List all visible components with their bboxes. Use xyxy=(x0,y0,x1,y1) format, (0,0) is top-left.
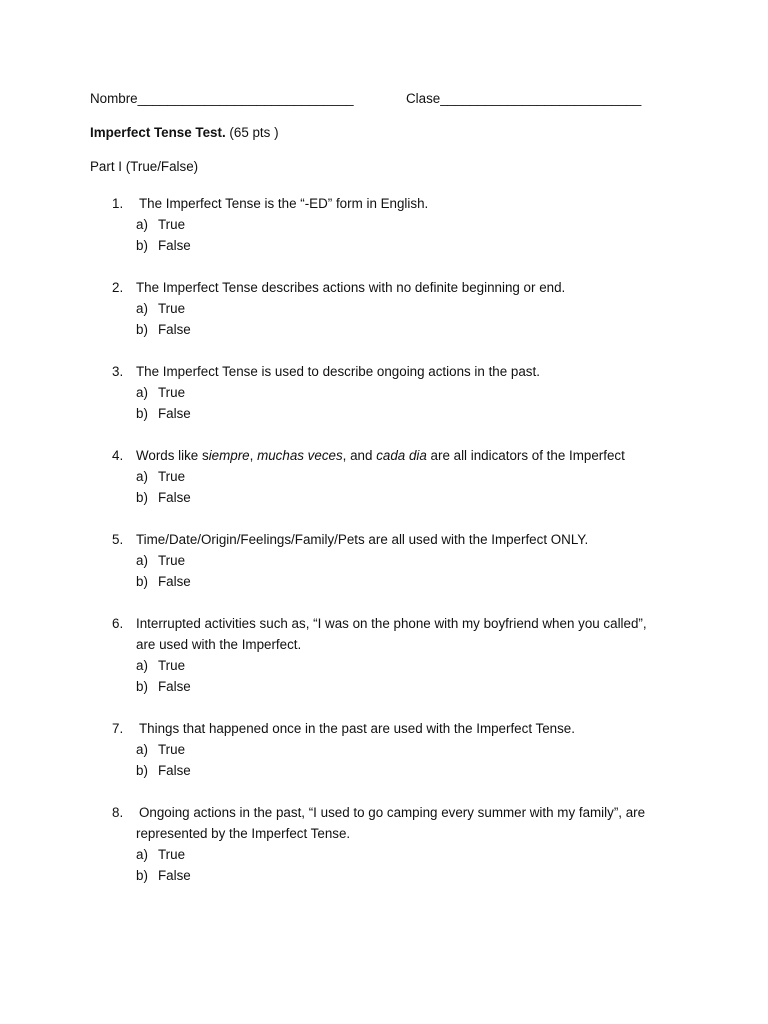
question-text-line-2: represented by the Imperfect Tense. xyxy=(136,826,351,841)
option-a[interactable] xyxy=(112,466,692,487)
option-b[interactable] xyxy=(112,865,692,886)
option-a[interactable] xyxy=(112,298,692,319)
question-text-line-1: Interrupted activities such as, “I was on the phone with my boyfriend when you called”, xyxy=(136,616,647,631)
question-text-line-2: are used with the Imperfect. xyxy=(136,637,302,652)
option-a[interactable] xyxy=(112,550,692,571)
option-text: False xyxy=(158,679,191,694)
option-letter: b) xyxy=(136,574,148,589)
test-title xyxy=(90,125,279,140)
option-b[interactable] xyxy=(112,760,692,781)
option-text: True xyxy=(158,301,186,316)
header-row xyxy=(90,91,690,109)
question-text: The Imperfect Tense is the “-ED” form in English. xyxy=(139,196,429,211)
question-text: The Imperfect Tense describes actions with no definite beginning or end. xyxy=(136,280,566,295)
test-points: (65 pts ) xyxy=(225,125,279,140)
question-8 xyxy=(112,802,692,886)
option-b[interactable] xyxy=(112,676,692,697)
option-letter: a) xyxy=(136,469,148,484)
question-2 xyxy=(112,277,692,340)
option-letter: b) xyxy=(136,238,148,253)
class-field: Clase___________________________ xyxy=(406,91,642,106)
option-text: False xyxy=(158,490,191,505)
part-heading: Part I (True/False) xyxy=(90,159,199,174)
option-text: False xyxy=(158,406,191,421)
question-3 xyxy=(112,361,692,424)
question-number: 7. xyxy=(112,721,124,736)
option-letter: a) xyxy=(136,385,148,400)
question-number: 6. xyxy=(112,616,124,631)
question-number: 5. xyxy=(112,532,124,547)
question-number: 8. xyxy=(112,805,124,820)
option-letter: a) xyxy=(136,301,148,316)
option-text: False xyxy=(158,322,191,337)
option-text: True xyxy=(158,553,186,568)
option-letter: a) xyxy=(136,217,148,232)
option-text: False xyxy=(158,238,191,253)
question-5 xyxy=(112,529,692,592)
option-letter: a) xyxy=(136,847,148,862)
question-1 xyxy=(112,193,692,256)
option-a[interactable] xyxy=(112,844,692,865)
test-title-text: Imperfect Tense Test. xyxy=(90,125,226,140)
question-list xyxy=(112,193,692,907)
option-text: True xyxy=(158,469,186,484)
question-number: 1. xyxy=(112,196,124,211)
question-text: Things that happened once in the past are used with the Imperfect Tense. xyxy=(139,721,575,736)
option-text: False xyxy=(158,574,191,589)
option-a[interactable] xyxy=(112,382,692,403)
option-a[interactable] xyxy=(112,214,692,235)
option-text: False xyxy=(158,763,191,778)
option-text: True xyxy=(158,847,186,862)
option-b[interactable] xyxy=(112,403,692,424)
question-text: The Imperfect Tense is used to describe ongoing actions in the past. xyxy=(136,364,540,379)
option-text: True xyxy=(158,742,186,757)
question-number: 3. xyxy=(112,364,124,379)
option-b[interactable] xyxy=(112,487,692,508)
option-b[interactable] xyxy=(112,235,692,256)
question-6 xyxy=(112,613,692,697)
option-text: False xyxy=(158,868,191,883)
name-field: Nombre_____________________________ xyxy=(90,91,354,106)
option-text: True xyxy=(158,658,186,673)
question-4 xyxy=(112,445,692,508)
question-text: Time/Date/Origin/Feelings/Family/Pets are all used with the Imperfect ONLY. xyxy=(136,532,589,547)
option-b[interactable] xyxy=(112,319,692,340)
option-letter: b) xyxy=(136,490,148,505)
question-7 xyxy=(112,718,692,781)
option-letter: b) xyxy=(136,406,148,421)
option-letter: a) xyxy=(136,742,148,757)
option-text: True xyxy=(158,217,186,232)
option-letter: a) xyxy=(136,553,148,568)
question-text: Words like siempre, muchas veces, and cada dia are all indicators of the Imperfect xyxy=(136,448,625,463)
option-text: True xyxy=(158,385,186,400)
option-a[interactable] xyxy=(112,739,692,760)
option-letter: b) xyxy=(136,322,148,337)
question-text-line-1: Ongoing actions in the past, “I used to go camping every summer with my family”, are xyxy=(139,805,646,820)
option-letter: a) xyxy=(136,658,148,673)
question-number: 4. xyxy=(112,448,124,463)
question-number: 2. xyxy=(112,280,124,295)
option-a[interactable] xyxy=(112,655,692,676)
option-letter: b) xyxy=(136,763,148,778)
option-letter: b) xyxy=(136,679,148,694)
option-letter: b) xyxy=(136,868,148,883)
option-b[interactable] xyxy=(112,571,692,592)
